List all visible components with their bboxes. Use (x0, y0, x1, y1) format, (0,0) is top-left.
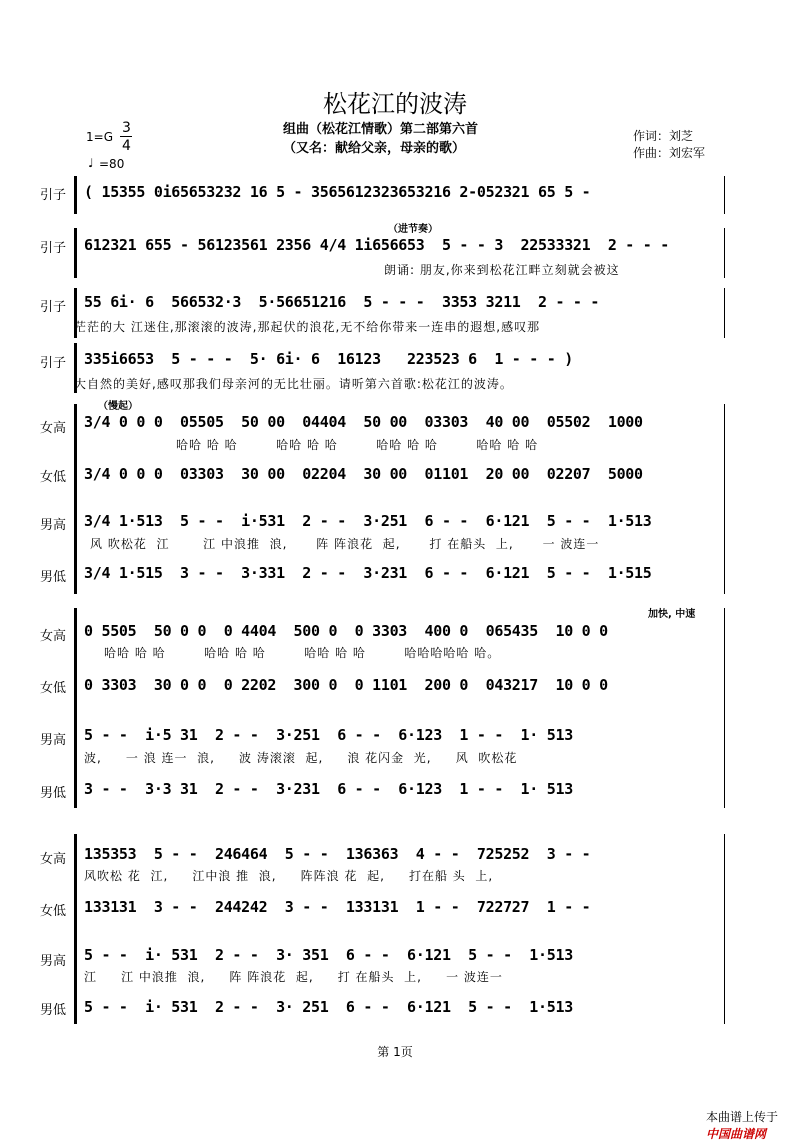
part-label: 男低 (40, 1003, 67, 1018)
subtitle-alt-name: （又名：献给父亲，母亲的歌） (283, 141, 466, 156)
system-brace (74, 834, 77, 1024)
notation-line: 335i6653 5 - - - 5· 6i· 6 16123 223523 6 1 - - - ) (84, 350, 573, 368)
lyric-line: 大自然的美好,感叹那我们母亲河的无比壮丽。请听第六首歌:松花江的波涛。 (74, 377, 513, 391)
notation-line: 3/4 0 0 0 03303 30 00 02204 30 00 01101 20 00 02207 5000 (84, 465, 643, 483)
notation-line: 3/4 1·515 3 - - 3·331 2 - - 3·231 6 - - 6·121 5 - - 1·515 (84, 564, 652, 582)
part-label: 男低 (40, 570, 67, 585)
lyric-line: 朗诵: 朋友,你来到松花江畔立刻就会被这 (384, 263, 620, 277)
key-signature: 1=G (86, 130, 113, 144)
notation-line: 5 - - i·5 31 2 - - 3·251 6 - - 6·123 1 - - 1· 513 (84, 726, 573, 744)
time-sig-line (120, 136, 132, 137)
notation-line: 0 3303 30 0 0 0 2202 300 0 0 1101 200 0 043217 10 0 0 (84, 676, 608, 694)
system-brace (74, 404, 77, 594)
part-label: 女高 (40, 852, 67, 867)
performance-mark: （进节奏） (388, 224, 438, 235)
notation-line: 3/4 1·513 5 - - i·531 2 - - 3·251 6 - - 6·121 5 - - 1·513 (84, 512, 652, 530)
upload-credit (698, 1094, 778, 1142)
system-brace (74, 228, 77, 278)
system-brace (74, 608, 77, 808)
part-label: 男高 (40, 733, 67, 748)
part-label: 男高 (40, 954, 67, 969)
barline (724, 834, 725, 1024)
system-brace (74, 176, 77, 214)
part-label: 女低 (40, 904, 67, 919)
page-number: 第 1页 (377, 1045, 413, 1059)
notation-line: 133131 3 - - 244242 3 - - 133131 1 - - 722727 1 - - (84, 898, 591, 916)
tempo-mark: （慢起） (98, 401, 138, 412)
lyric-line: 风 吹松花 江 江 中浪推 浪, 阵 阵浪花 起, 打 在船头 上, 一 波连一 (90, 537, 600, 551)
part-label: 引子 (40, 241, 67, 256)
barline (724, 228, 725, 278)
notation-line: ( 15355 0i65653232 16 5 - 3565612323653216 2-052321 65 5 - (84, 183, 591, 201)
notation-line: 55 6i· 6 566532·3 5·56651216 5 - - - 3353 3211 2 - - - (84, 293, 600, 311)
barline (724, 404, 725, 594)
lyric-line: 风吹松 花 江, 江中浪 推 浪, 阵阵浪 花 起, 打在船 头 上, (84, 869, 494, 883)
part-label: 女高 (40, 421, 67, 436)
quarter-note-icon: ♩ (88, 156, 94, 170)
time-sig-top: 3 (122, 120, 131, 136)
notation-line: 3/4 0 0 0 05505 50 00 04404 50 00 03303 40 00 05502 1000 (84, 413, 643, 431)
composer: 作曲：刘宏军 (633, 146, 706, 160)
notation-line: 5 - - i· 531 2 - - 3· 351 6 - - 6·121 5 - - 1·513 (84, 946, 573, 964)
lyric-line: 哈哈 哈 哈 哈哈 哈 哈 哈哈 哈 哈 哈哈哈哈哈 哈。 (104, 646, 501, 660)
part-label: 引子 (40, 188, 67, 203)
page-title: 松花江的波涛 (323, 90, 467, 118)
time-sig-bottom: 4 (122, 138, 131, 154)
subtitle-collection: 组曲（松花江情歌）第二部第六首 (283, 122, 479, 137)
part-label: 男高 (40, 518, 67, 533)
part-label: 女高 (40, 629, 67, 644)
part-label: 引子 (40, 300, 67, 315)
barline (724, 608, 725, 808)
notation-line: 5 - - i· 531 2 - - 3· 251 6 - - 6·121 5 - - 1·513 (84, 998, 573, 1016)
notation-line: 0 5505 50 0 0 0 4404 500 0 0 3303 400 0 065435 10 0 0 (84, 622, 608, 640)
lyric-line: 哈哈 哈 哈 哈哈 哈 哈 哈哈 哈 哈 哈哈 哈 哈 (176, 438, 539, 452)
lyric-line: 茫茫的大 江迷住,那滚滚的波涛,那起伏的浪花,无不给你带来一连串的遐想,感叹那 (74, 320, 541, 334)
lyric-line: 江 江 中浪推 浪, 阵 阵浪花 起, 打 在船头 上, 一 波连一 (84, 970, 503, 984)
site-logo: 中国曲谱网 (705, 1127, 766, 1141)
upload-text: 本曲谱上传于 (705, 1110, 778, 1124)
part-label: 女低 (40, 681, 67, 696)
notation-line: 612321 655 - 56123561 2356 4/4 1i656653 5 - - 3 22533321 2 - - - (84, 236, 669, 254)
lyric-line: 波, 一 浪 连一 浪, 波 涛滚滚 起, 浪 花闪金 光, 风 吹松花 (84, 751, 518, 765)
notation-line: 3 - - 3·3 31 2 - - 3·231 6 - - 6·123 1 - - 1· 513 (84, 780, 573, 798)
part-label: 女低 (40, 470, 67, 485)
tempo-marking: =80 (99, 157, 125, 171)
part-label: 男低 (40, 786, 67, 801)
barline (724, 288, 725, 338)
notation-line: 135353 5 - - 246464 5 - - 136363 4 - - 725252 3 - - (84, 845, 591, 863)
barline (724, 176, 725, 214)
part-label: 引子 (40, 356, 67, 371)
lyricist: 作词：刘芝 (633, 129, 694, 143)
tempo-mark: 加快, 中速 (648, 609, 696, 620)
